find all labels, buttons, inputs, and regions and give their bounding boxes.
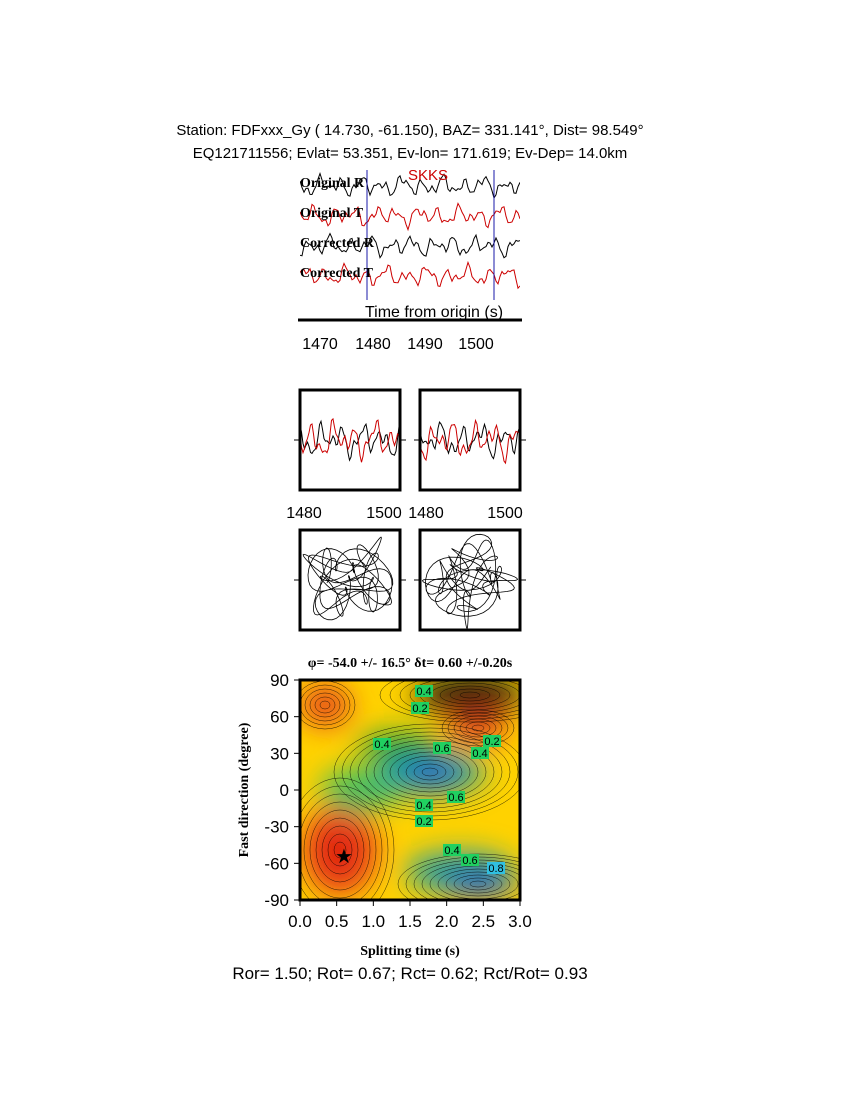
particle-motion-path-original [303,537,393,620]
contour-label: 0.4 [444,845,460,857]
contour-label: 0.6 [462,855,478,867]
x-tick-label: 2.5 [471,912,496,931]
y-axis-label: Fast direction (degree) [237,722,252,858]
particle-motion-path [423,534,518,628]
waveform-tick: 1500 [487,505,523,522]
station-line: Station: FDFxxx_Gy ( 14.730, -61.150), BAZ= 331.141°, Dist= 98.549° [176,122,644,139]
phase-label: SKKS [408,167,449,184]
contour-label: 0.8 [488,863,504,875]
time-axis-label: Time from origin (s) [364,304,504,321]
contour-label: 0.2 [412,703,428,715]
time-tick: 1500 [458,336,494,353]
waveform-tick: 1500 [366,505,402,522]
x-tick-label: 2.0 [434,912,459,931]
x-tick-label: 0.0 [288,912,312,931]
waveform-radial [300,421,399,460]
waveform-tick: 1480 [408,505,444,522]
heatmap-min-region [402,760,462,784]
trace-label-original-r: Original R [300,176,365,191]
contour-label: 0.4 [374,739,390,751]
waveform-panel-original [286,390,406,522]
event-line: EQ121711556; Evlat= 53.351, Ev-lon= 171.619; Ev-Dep= 14.0km [192,145,628,162]
time-tick: 1490 [407,336,443,353]
splitting-grid-panel [237,656,560,959]
contour-label: 0.2 [416,816,432,828]
particle-motion-path-corrected [423,534,518,628]
waveform-panel-corrected [408,390,526,522]
waveform-traces-corrected [420,421,519,464]
y-tick-label: 90 [270,671,289,690]
contour-label: 0.4 [416,686,432,698]
y-tick-label: -30 [264,817,289,837]
y-tick-label: 0 [279,781,289,800]
trace-label-original-t: Original T [300,206,364,221]
contour-label: 0.4 [472,748,488,760]
contour-label: 0.6 [448,792,464,804]
y-tick-label: 30 [270,744,289,764]
trace-label-corrected-r: Corrected R [300,236,374,251]
x-tick-label: 1.5 [398,912,422,931]
time-tick: 1470 [302,336,338,353]
contour-label: 0.4 [416,800,432,812]
contour-label: 0.2 [484,736,500,748]
particle-motion-original [294,530,406,630]
contour-label: 0.6 [434,743,450,755]
y-tick-label: 60 [270,707,289,727]
particle-motion-path [303,537,393,620]
waveform-traces-original [300,419,399,462]
waveform-radial [420,422,519,459]
time-tick: 1480 [355,336,391,353]
heatmap-region [299,683,351,727]
trace-label-corrected-t: Corrected T [300,266,373,281]
heatmap-min-region [440,872,516,896]
waveform-tick: 1480 [286,505,322,522]
particle-motion-corrected [414,530,526,630]
x-tick-label: 0.5 [324,912,349,931]
x-tick-label: 3.0 [508,912,532,931]
ratio-summary: Ror= 1.50; Rot= 0.67; Rct= 0.62; Rct/Rot= 0.93 [232,964,588,983]
splitting-result-title: φ= -54.0 +/- 16.5° δt= 0.60 +/-0.20s [307,656,513,671]
x-tick-label: 1.0 [361,912,386,931]
y-tick-label: -60 [264,854,289,874]
best-fit-star-icon: ★ [335,846,353,868]
waveform-transverse [420,421,519,464]
x-axis-label: Splitting time (s) [360,944,460,959]
seismogram-panel [298,167,522,353]
y-tick-label: -90 [264,891,289,910]
waveform-frame [420,390,520,490]
